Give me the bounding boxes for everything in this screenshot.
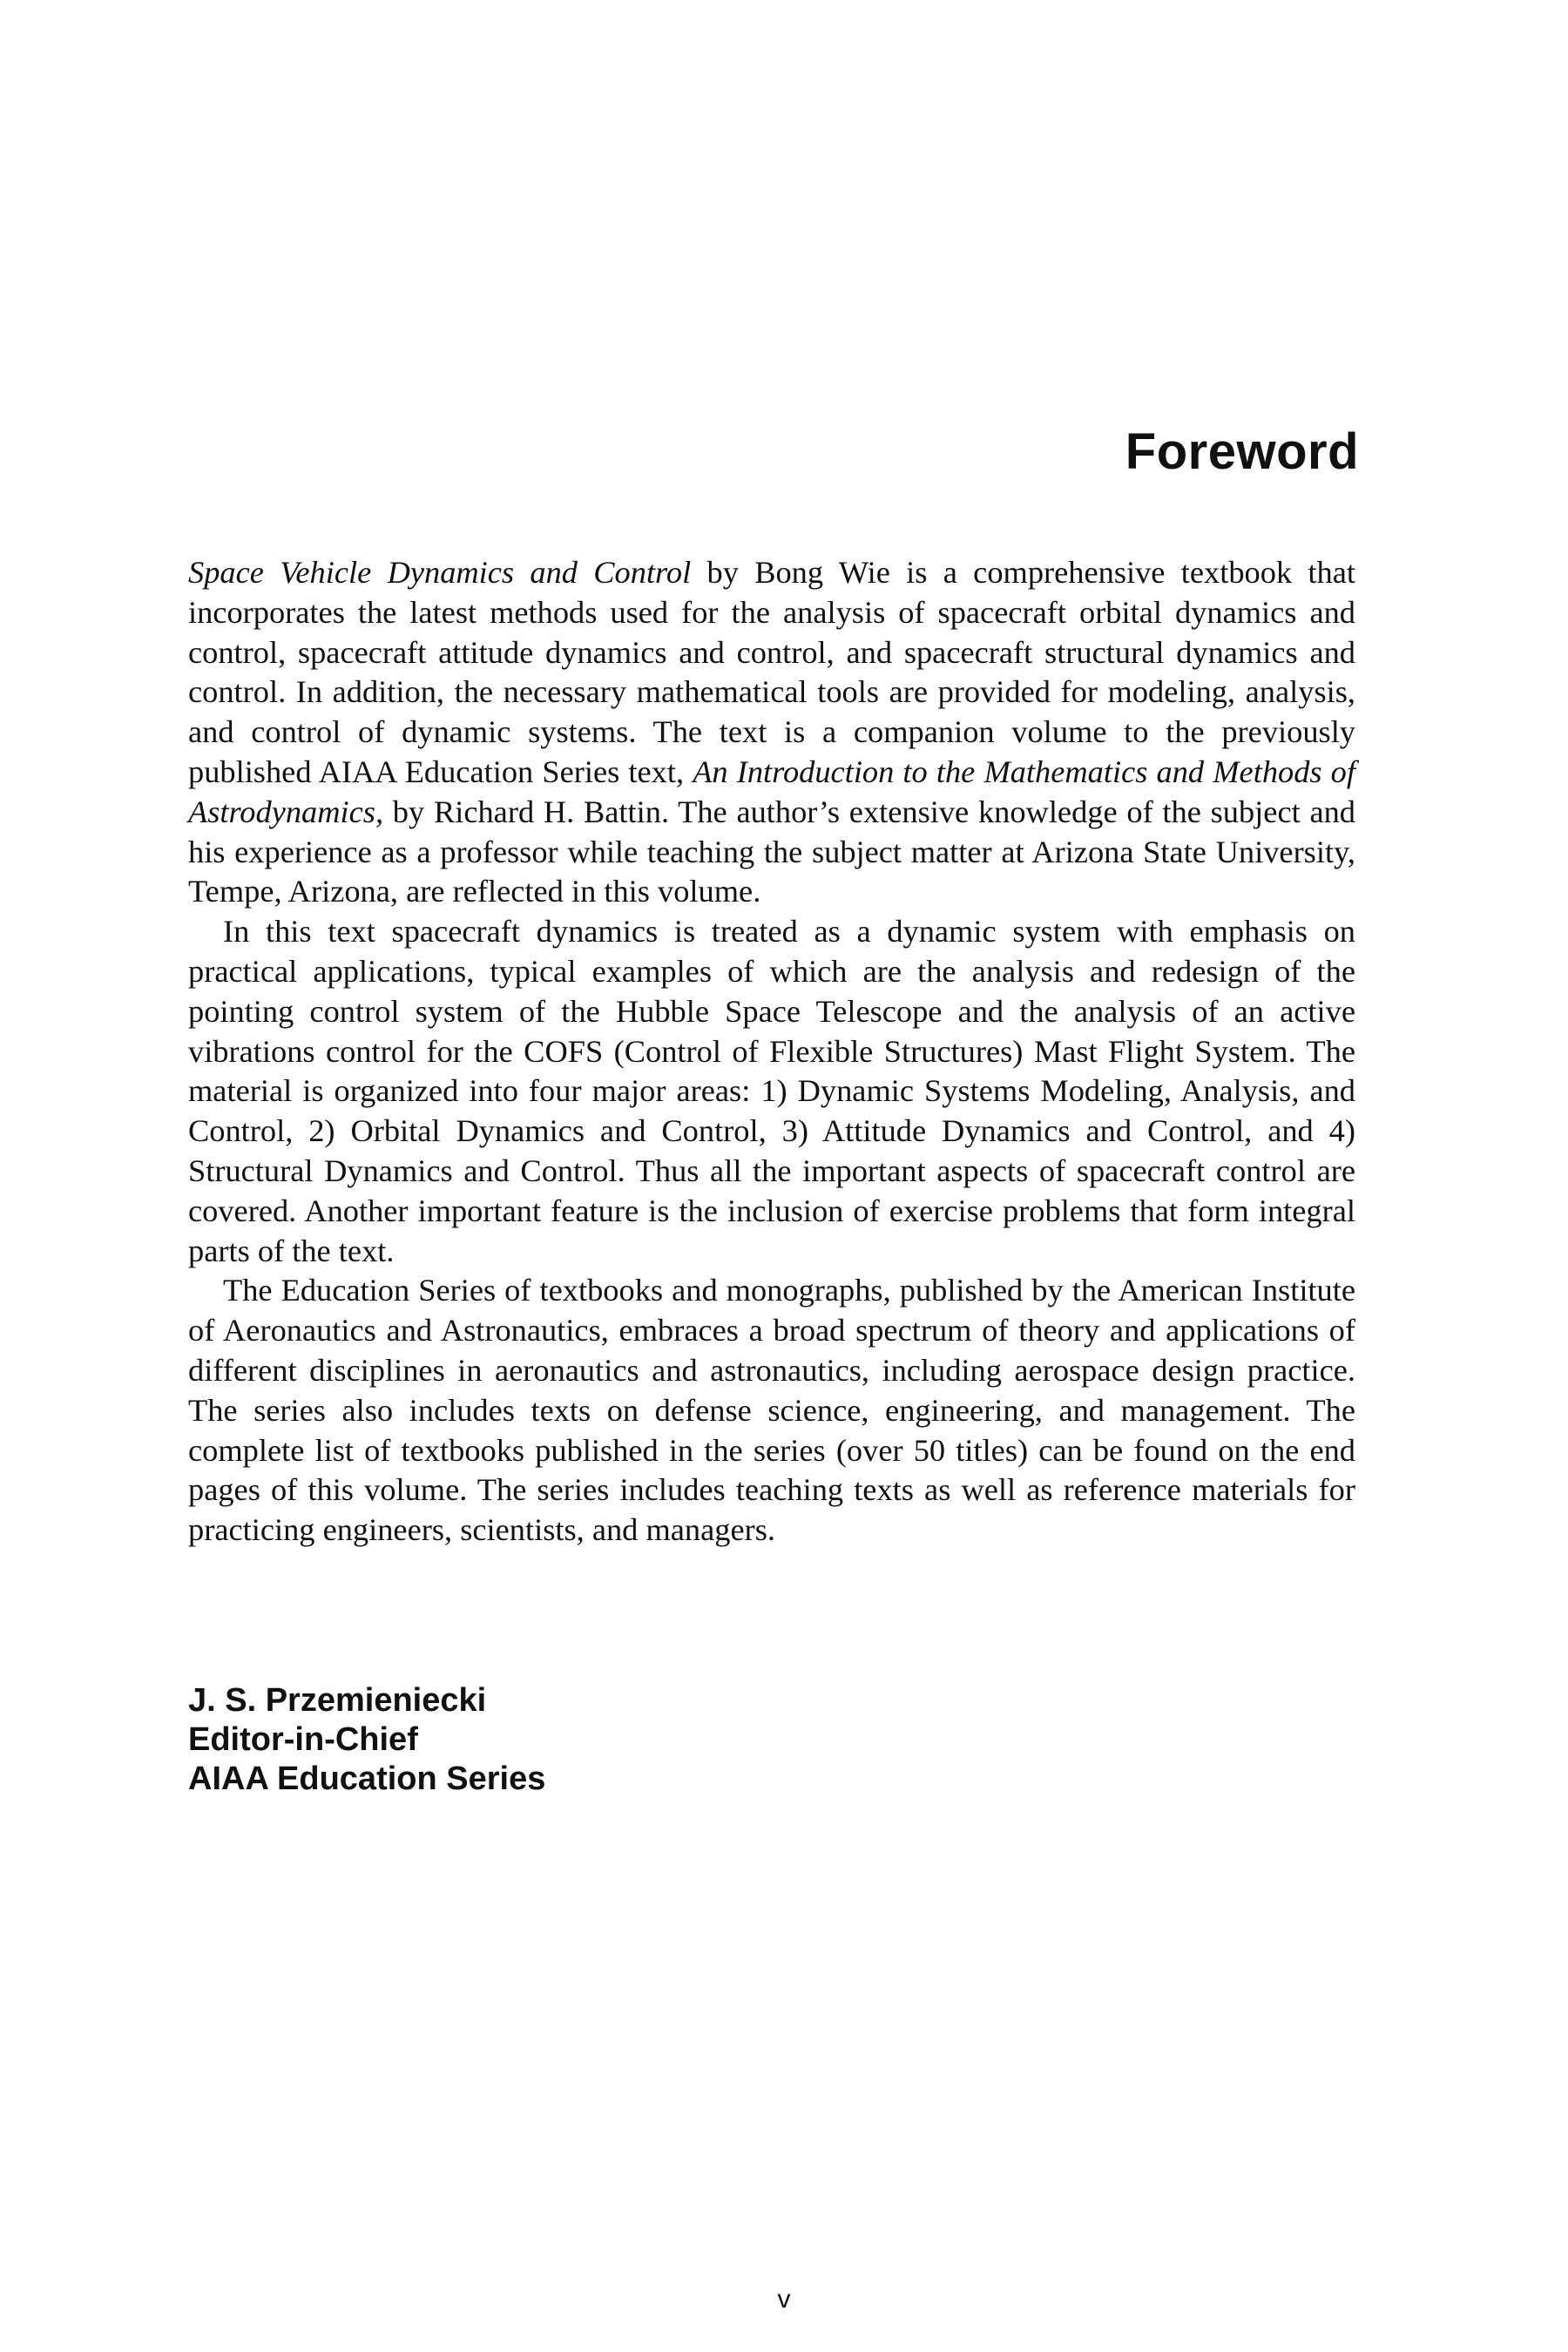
paragraph-3-text: The Education Series of textbooks and monographs, published by the American Institute of Aeronautics and Astronautics, embraces a broad spectrum of theory and applications of different disciplines in aeronautics and astronautics, including aerospace design practice. The series also includes texts on defense science, engineering, and management. The complete list of textbooks published in the series (over 50 titles) can be found on the end pages of this volume. The series includes teaching texts as well as reference materials for practicing engineers, scientists, and managers. (188, 1273, 1355, 1548)
paragraph-3 (188, 1271, 1355, 1551)
signature-block (188, 1681, 545, 1799)
signature-series: AIAA Education Series (188, 1761, 546, 1797)
paragraph-1 (188, 553, 1355, 912)
paragraph-2-text: In this text spacecraft dynamics is treated as a dynamic system with emphasis on practical applications, typical examples of which are the analysis and redesign of the pointing control system of the Hubble Space Telescope and the analysis of an active vibrations control for the COFS (Control of Flexible Structures) Mast Flight System. The material is organized into four major areas: 1) Dynamic Systems Modeling, Analysis, and Control, 2) Orbital Dynamics and Control, 3) Attitude Dynamics and Control, and 4) Structural Dynamics and Control. Thus all the important aspects of spacecraft control are covered. Another important feature is the inclusion of exercise problems that form integral parts of the text. (188, 914, 1355, 1268)
paragraph-1-text-b: by Richard H. Battin. The author’s extensive knowledge of the subject and his experience as a professor while teaching the subject matter at Arizona State University, Tempe, Arizona, are reflected in this volume. (188, 794, 1355, 909)
referenced-book-title-italic: An Introduction to the Mathematics and Methods of Astrodynamics, (188, 754, 1355, 829)
foreword-body (188, 553, 1355, 1551)
signature-role: Editor-in-Chief (188, 1721, 418, 1758)
signature-name: J. S. Przemieniecki (188, 1682, 487, 1719)
page-number: v (777, 2285, 791, 2314)
page-title: Foreword (1125, 423, 1359, 480)
paragraph-2 (188, 912, 1355, 1271)
paragraph-1-text-a: by Bong Wie is a comprehensive textbook that incorporates the latest methods used for the analysis of spacecraft orbital dynamics and control, spacecraft attitude dynamics and control, and spacecraft structural dynamics and control. In addition, the necessary mathematical tools are provided for modeling, analysis, and control of dynamic systems. The text is a companion volume to the previously published AIAA Education Series text, (188, 555, 1355, 789)
book-title-italic: Space Vehicle Dynamics and Control (188, 555, 692, 590)
